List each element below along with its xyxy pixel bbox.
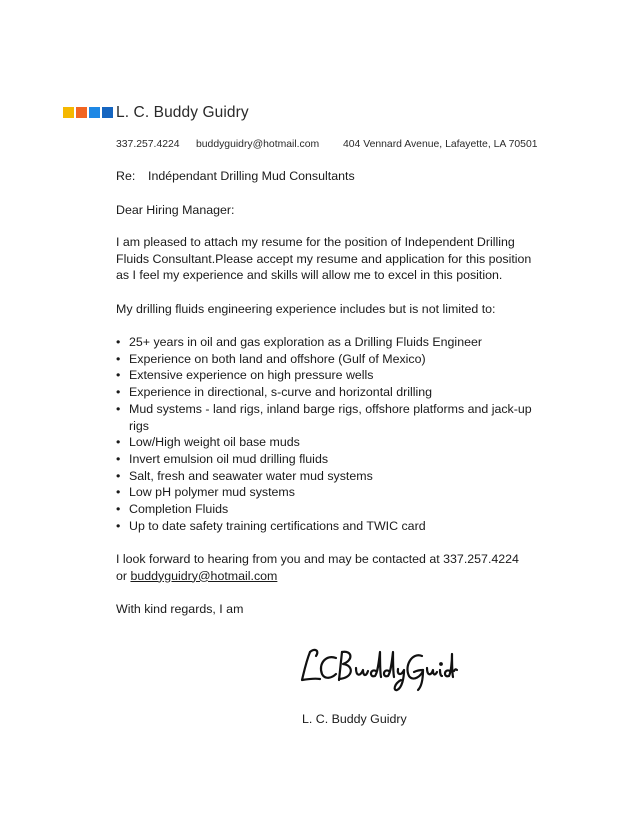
re-label: Re: bbox=[116, 169, 136, 183]
bullet-dot: • bbox=[116, 335, 121, 349]
intro-line-2: Fluids Consultant.Please accept my resume and application for this position bbox=[116, 251, 532, 266]
logo-square-dark-blue bbox=[102, 107, 113, 118]
list-item bbox=[116, 484, 546, 501]
list-item-text: Experience on both land and offshore (Gulf of Mexico) bbox=[129, 351, 426, 366]
handwritten-signature bbox=[296, 644, 458, 692]
logo-square-blue bbox=[89, 107, 100, 118]
list-item-text: Up to date safety training certifications and TWIC card bbox=[129, 518, 426, 533]
re-subject: Indépendant Drilling Mud Consultants bbox=[148, 169, 355, 183]
list-item-text: Extensive experience on high pressure wells bbox=[129, 368, 374, 383]
closing: With kind regards, I am bbox=[116, 602, 244, 616]
bullet-dot: • bbox=[116, 401, 121, 416]
list-item-text: Completion Fluids bbox=[129, 502, 229, 517]
contact-paragraph-or: or bbox=[116, 568, 131, 583]
contact-phone: 337.257.4224 bbox=[116, 139, 180, 150]
contact-paragraph-line-2 bbox=[116, 568, 556, 585]
bullet-dot: • bbox=[116, 351, 121, 366]
list-item-text: Low pH polymer mud systems bbox=[129, 485, 295, 500]
list-item-text: Mud systems - land rigs, inland barge rigs, offshore platforms and jack-up rigs bbox=[129, 401, 532, 433]
intro-line-3: as I feel my experience and skills will allow me to excel in this position. bbox=[116, 268, 503, 283]
bullet-dot: • bbox=[116, 385, 121, 400]
list-item-text: 25+ years in oil and gas exploration as a Drilling Fluids Engineer bbox=[129, 335, 482, 349]
experience-list bbox=[116, 334, 546, 534]
re-line bbox=[116, 168, 556, 185]
bullet-dot: • bbox=[116, 485, 121, 500]
list-item bbox=[116, 401, 546, 434]
list-item-text: Low/High weight oil base muds bbox=[129, 435, 300, 450]
intro-paragraph bbox=[116, 234, 556, 284]
list-item-text: Experience in directional, s-curve and horizontal drilling bbox=[129, 385, 433, 400]
list-item bbox=[116, 451, 546, 468]
bullet-dot: • bbox=[116, 368, 121, 383]
list-item bbox=[116, 434, 546, 451]
logo-square-yellow bbox=[63, 107, 74, 118]
experience-intro: My drilling fluids engineering experience includes but is not limited to: bbox=[116, 302, 496, 316]
intro-line-1: I am pleased to attach my resume for the position of Independent Drilling bbox=[116, 235, 515, 249]
bullet-dot: • bbox=[116, 502, 121, 517]
list-item bbox=[116, 367, 546, 384]
bullet-dot: • bbox=[116, 451, 121, 466]
email-link[interactable]: buddyguidry@hotmail.com bbox=[130, 568, 278, 583]
sender-name-heading: L. C. Buddy Guidry bbox=[116, 104, 249, 121]
bullet-dot: • bbox=[116, 468, 121, 483]
list-item bbox=[116, 384, 546, 401]
list-item-text: Invert emulsion oil mud drilling fluids bbox=[129, 451, 329, 466]
list-item bbox=[116, 468, 546, 485]
bullet-dot: • bbox=[116, 518, 121, 533]
list-item-text: Salt, fresh and seawater water mud systems bbox=[129, 468, 373, 483]
signer-name: L. C. Buddy Guidry bbox=[302, 712, 407, 726]
list-item bbox=[116, 501, 546, 518]
logo-square-orange bbox=[76, 107, 87, 118]
contact-address: 404 Vennard Avenue, Lafayette, LA 70501 bbox=[343, 139, 538, 150]
list-item bbox=[116, 518, 546, 535]
list-item bbox=[116, 334, 546, 351]
list-item bbox=[116, 351, 546, 368]
bullet-dot: • bbox=[116, 435, 121, 450]
contact-paragraph bbox=[116, 551, 556, 584]
salutation: Dear Hiring Manager: bbox=[116, 203, 235, 217]
contact-email: buddyguidry@hotmail.com bbox=[196, 139, 320, 150]
contact-paragraph-line-1: I look forward to hearing from you and may be contacted at 337.257.4224 bbox=[116, 552, 519, 566]
brand-logo bbox=[63, 107, 113, 118]
